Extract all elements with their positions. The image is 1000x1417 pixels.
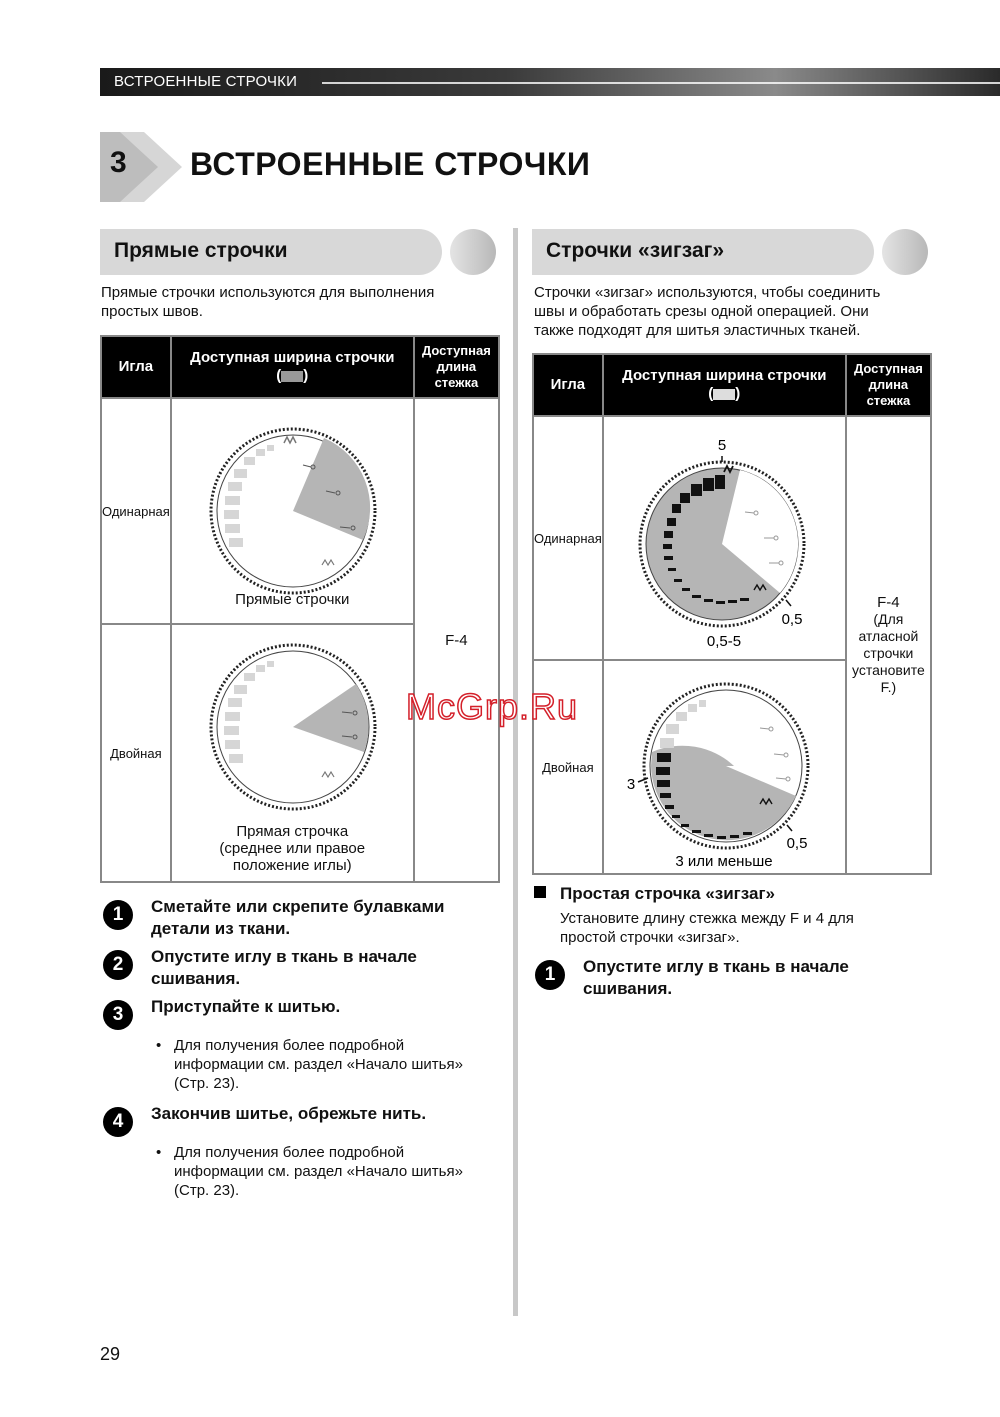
chapter-title: ВСТРОЕННЫЕ СТРОЧКИ <box>190 146 591 182</box>
section-heading-zigzag <box>532 229 930 275</box>
running-header <box>100 68 1000 96</box>
dial-caption: 0,5-5 <box>706 633 741 650</box>
needle-twin: Двойная <box>533 660 603 874</box>
step-number: 1 <box>103 900 133 930</box>
col-needle: Игла <box>101 336 171 398</box>
dial-cell-single <box>171 398 414 624</box>
width-dial-single <box>172 407 413 597</box>
dial-label-max: 5 <box>717 437 726 454</box>
length-value: F-4 <box>414 398 499 882</box>
step-text: Закончив шитье, обрежьте нить. <box>151 1104 427 1123</box>
dial-cell-twin <box>171 624 414 882</box>
col-length: Доступная длина стежка <box>846 354 931 416</box>
stitch-width-icon <box>713 389 735 400</box>
left-intro: Прямые строчки используются для выполнения простых швов. <box>101 284 435 320</box>
zigzag-dial-single <box>604 418 845 658</box>
step-number: 1 <box>535 960 565 990</box>
length-value: F-4 (Для атласной строчки установите F.) <box>846 416 931 874</box>
col-needle: Игла <box>533 354 603 416</box>
step-text: Опустите иглу в ткань в начале сшивания. <box>583 957 849 998</box>
subsection-text: Установите длину стежка между F и 4 для простой строчки «зигзаг». <box>560 910 854 946</box>
col-length: Доступная длина стежка <box>414 336 499 398</box>
col-width: Доступная ширина строчки ( ) <box>171 336 414 398</box>
dial-label-min: 0,5 <box>786 835 808 852</box>
zigzag-dial-twin <box>604 662 845 872</box>
page-number: 29 <box>100 1344 121 1364</box>
subsection-title: Простая строчка «зигзаг» <box>534 884 775 904</box>
dial-caption: 3 или меньше <box>675 853 773 870</box>
step-number: 2 <box>103 950 133 980</box>
header-rule <box>322 82 1000 84</box>
needle-twin: Двойная <box>101 624 171 882</box>
step-text: Опустите иглу в ткань в начале сшивания. <box>151 947 417 988</box>
needle-single: Одинарная <box>533 416 603 660</box>
dial-caption: Прямые строчки <box>235 590 350 608</box>
step-number: 4 <box>103 1107 133 1137</box>
stitch-width-icon <box>281 371 303 382</box>
right-intro: Строчки «зигзаг» используются, чтобы соединить швы и обработать срезы одной операцией. Они также подходят для шитья эластичных тканей. <box>534 284 881 339</box>
straight-stitch-table <box>100 335 500 883</box>
section-title: Строчки «зигзаг» <box>546 239 725 262</box>
chapter-number: 3 <box>110 146 127 179</box>
section-heading-straight <box>100 229 498 275</box>
col-width: Доступная ширина строчки ( ) <box>603 354 846 416</box>
column-divider <box>513 228 518 1316</box>
dial-caption: Прямая строчка (среднее или правое положение иглы) <box>219 822 366 874</box>
zigzag-stitch-table <box>532 353 932 875</box>
step-text: Приступайте к шитью. <box>151 997 341 1016</box>
needle-single: Одинарная <box>101 398 171 624</box>
dial-cell-single <box>603 416 846 660</box>
section-title: Прямые строчки <box>114 239 288 262</box>
running-title: ВСТРОЕННЫЕ СТРОЧКИ <box>114 73 298 90</box>
watermark: McGrp.Ru <box>406 686 579 727</box>
dial-cell-twin <box>603 660 846 874</box>
dial-label-max: 3 <box>626 776 635 793</box>
width-dial-twin <box>172 627 413 823</box>
square-bullet-icon <box>534 886 546 898</box>
dial-label-min: 0,5 <box>781 611 803 628</box>
step-number: 3 <box>103 1000 133 1030</box>
note-bullet: • Для получения более подробной информации см. раздел «Начало шитья» (Стр. 23). <box>152 1036 512 1093</box>
note-bullet: • Для получения более подробной информации см. раздел «Начало шитья» (Стр. 23). <box>152 1143 512 1200</box>
step-text: Сметайте или скрепите булавками детали из ткани. <box>151 897 445 938</box>
